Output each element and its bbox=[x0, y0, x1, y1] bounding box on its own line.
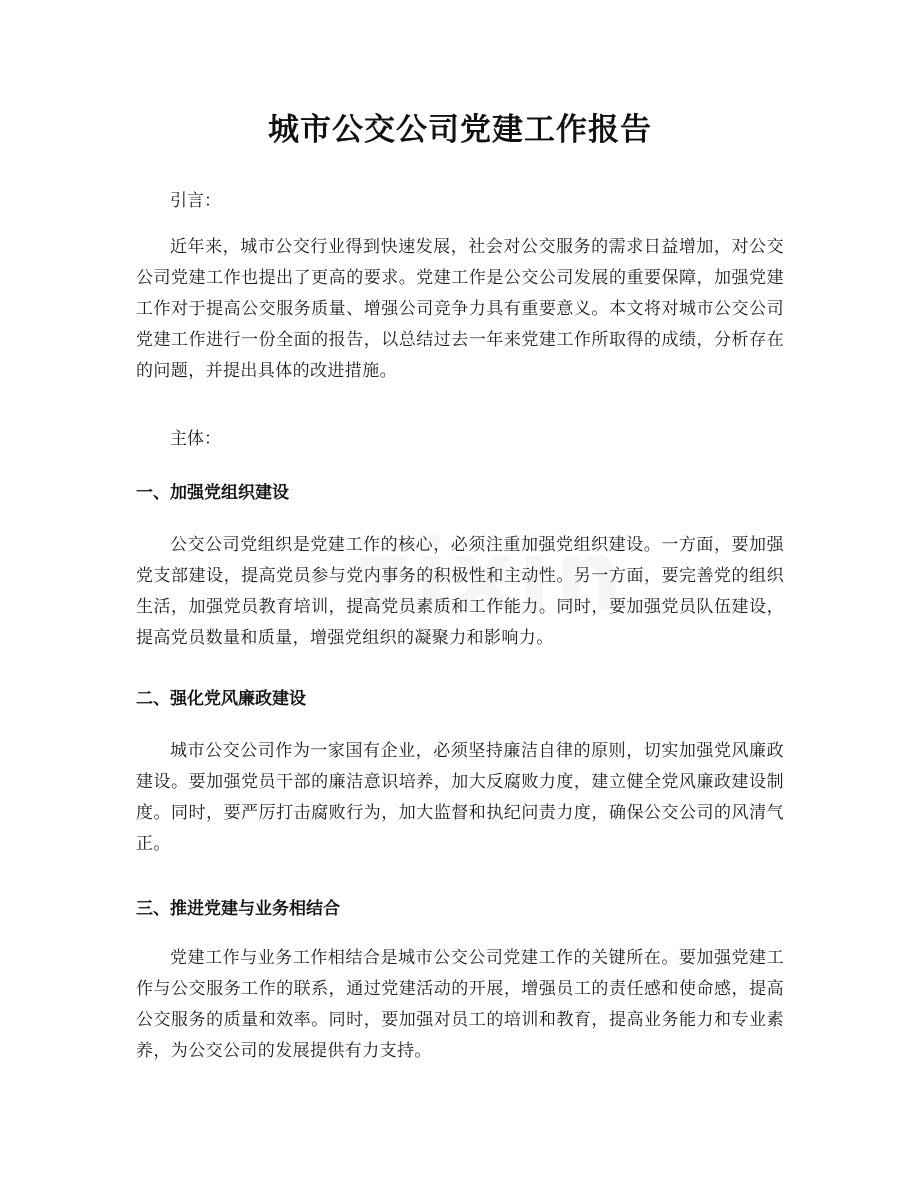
section-1-heading: 一、加强党组织建设 bbox=[136, 483, 289, 503]
intro-label: 引言： bbox=[170, 191, 221, 211]
section-2-heading: 二、强化党风廉政建设 bbox=[136, 689, 306, 709]
section-3-paragraph: 党建工作与业务工作相结合是城市公交公司党建工作的关键所在。要加强党建工作与公交服务工作的联系，通过党建活动的开展，增强员工的责任感和使命感，提高公交服务的质量和效率。同时，要加强对员工的培训和教育，提高业务能力和专业素养，为公交公司的发展提供有力支持。 bbox=[136, 948, 784, 1061]
body-label: 主体： bbox=[170, 429, 221, 449]
intro-paragraph: 近年来，城市公交行业得到快速发展，社会对公交服务的需求日益增加，对公交公司党建工作也提出了更高的要求。党建工作是公交公司发展的重要保障，加强党建工作对于提高公交服务质量、增强公司竞争力具有重要意义。本文将对城市公交公司党建工作进行一份全面的报告，以总结过去一年来党建工作所取得的成绩，分析存在的问题，并提出具体的改进措施。 bbox=[136, 237, 784, 381]
section-3-heading: 三、推进党建与业务相结合 bbox=[136, 899, 340, 919]
document-title: 城市公交公司党建工作报告 bbox=[268, 112, 652, 148]
section-1-paragraph: 公交公司党组织是党建工作的核心，必须注重加强党组织建设。一方面，要加强党支部建设，提高党员参与党内事务的积极性和主动性。另一方面，要完善党的组织生活，加强党员教育培训，提高党员素质和工作能力。同时，要加强党员队伍建设，提高党员数量和质量，增强党组织的凝聚力和影响力。 bbox=[136, 535, 784, 648]
section-2-paragraph: 城市公交公司作为一家国有企业，必须坚持廉洁自律的原则，切实加强党风廉政建设。要加强党员干部的廉洁意识培养，加大反腐败力度，建立健全党风廉政建设制度。同时，要严厉打击腐败行为，加大监督和执纪问责力度，确保公交公司的风清气正。 bbox=[136, 741, 784, 854]
